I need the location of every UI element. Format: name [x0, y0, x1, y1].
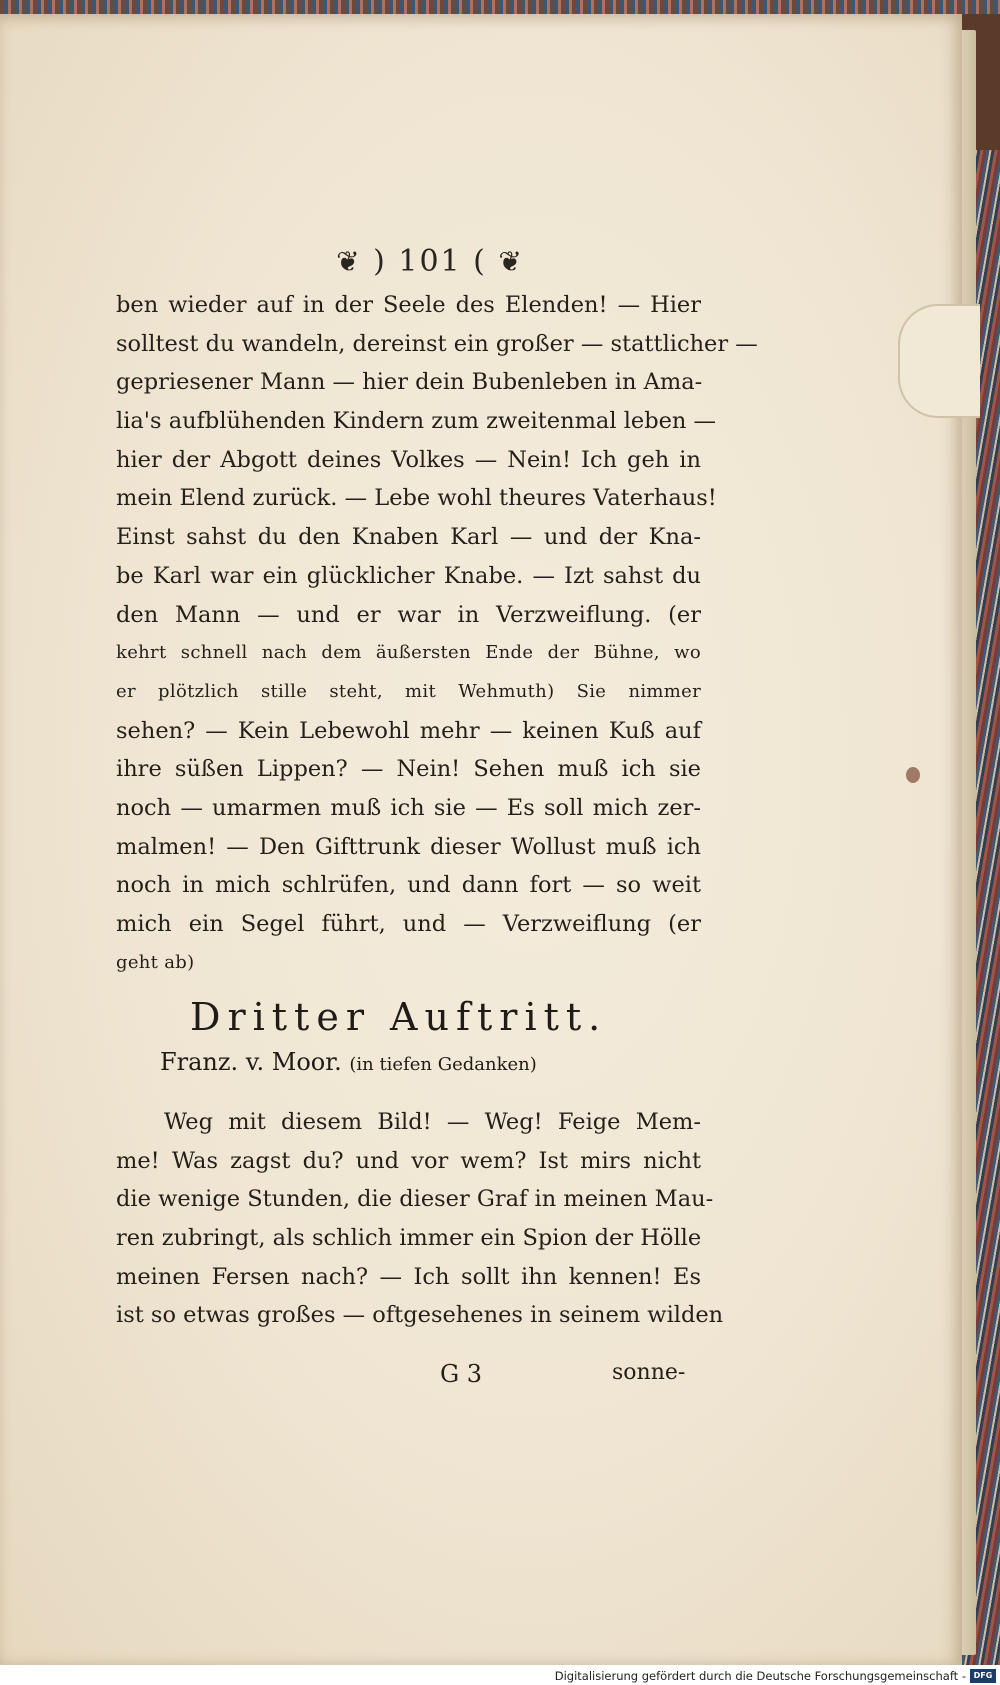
speaker-direction: (in tiefen Gedanken) [349, 1054, 537, 1075]
text-line: noch — umarmen muß ich sie — Es soll mich zer- [116, 794, 701, 821]
book-cover-edge [0, 0, 1000, 14]
text-line: lia's aufblühenden Kindern zum zweitenmal leben — [116, 408, 717, 435]
body-text [116, 286, 758, 982]
digitization-credit [555, 1669, 996, 1683]
text-line: ist so etwas großes — oftgesehenes in seinem wilden [116, 1302, 724, 1329]
text-line: gepriesener Mann — hier dein Bubenleben in Ama- [116, 369, 703, 396]
text-line: hier der Abgott deines Volkes — Nein! Ich geh in [116, 446, 701, 473]
text-line: be Karl war ein glücklicher Knabe. — Izt sahst du [116, 562, 701, 589]
text-line: me! Was zagst du? und vor wem? Ist mirs nicht [116, 1147, 701, 1174]
speaker-line [160, 1048, 720, 1076]
speech-paragraph [116, 1103, 724, 1335]
page-tab [898, 304, 980, 418]
credit-text: Digitalisierung gefördert durch die Deutsche Forschungsgemeinschaft - [554, 1669, 966, 1683]
page-number: ) 101 ( [373, 244, 487, 279]
left-ornament-icon: ❦ [336, 245, 362, 278]
stage-direction-line: kehrt schnell nach dem äußersten Ende der Bühne, wo [116, 642, 701, 664]
text-line: ben wieder auf in der Seele des Elenden! — Hier [116, 292, 701, 318]
running-header [300, 244, 560, 284]
stage-direction-line: geht ab) [116, 951, 195, 973]
text-line: Einst sahst du den Knaben Karl — und der Kna- [116, 524, 701, 551]
stage-direction-line: er plötzlich stille steht, mit Wehmuth) Sie nimmer [116, 680, 701, 702]
text-line: ihre süßen Lippen? — Nein! Sehen muß ich sie [116, 756, 701, 783]
text-line: Weg mit diesem Bild! — Weg! Feige Mem- [164, 1109, 701, 1135]
speaker-name: Franz. v. Moor. [160, 1048, 342, 1076]
text-line: die wenige Stunden, die dieser Graf in meinen Mau- [116, 1186, 714, 1213]
text-line: malmen! — Den Gifttrunk dieser Wollust muß ich [116, 833, 701, 860]
signature-mark: G 3 [440, 1360, 483, 1388]
text-line: mich ein Segel führt, und — Verzweiflung (er [116, 911, 701, 937]
text-line: den Mann — und er war in Verzweiflung. (er [116, 601, 701, 628]
text-line: solltest du wandeln, dereinst ein großer — stattlicher — [116, 330, 758, 357]
text-line: meinen Fersen nach? — Ich sollt ihn kennen! Es [116, 1263, 701, 1290]
dfg-logo-icon: DFG [970, 1669, 996, 1683]
right-ornament-icon: ❦ [498, 245, 524, 278]
scene-heading: Dritter Auftritt. [190, 995, 608, 1039]
catchword: sonne- [612, 1360, 686, 1385]
text-line: mein Elend zurück. — Lebe wohl theures Vaterhaus! [116, 485, 717, 512]
text-line: ren zubringt, als schlich immer ein Spion der Hölle [116, 1225, 702, 1252]
ink-stain [906, 767, 920, 783]
text-line: noch in mich schlrüfen, und dann fort — so weit [116, 872, 701, 899]
text-line: sehen? — Kein Lebewohl mehr — keinen Kuß auf [116, 717, 701, 744]
